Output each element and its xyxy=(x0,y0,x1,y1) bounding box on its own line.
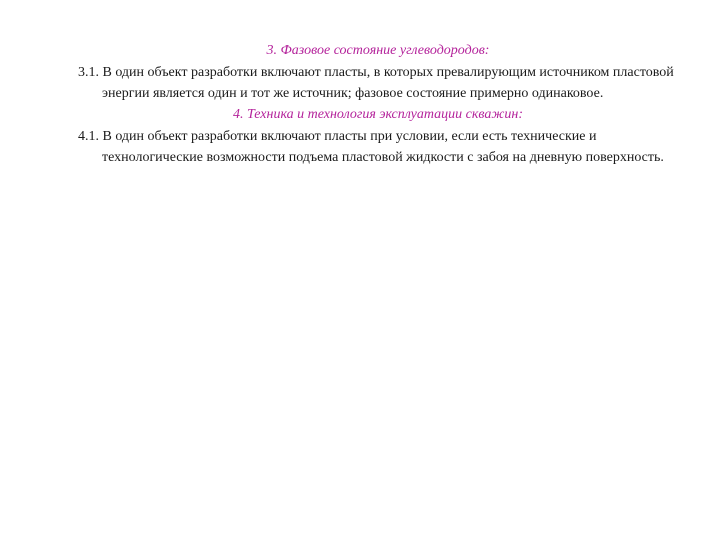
section-heading-well-operation: 4. Техника и технология эксплуатации скважин: xyxy=(232,107,524,122)
slide-content xyxy=(78,40,678,168)
paragraph-4-1: 4.1. В один объект разработки включают пласты при условии, если есть технические и технологические возможности подъема пластовой жидкости с забоя на дневную поверхность. xyxy=(78,129,664,165)
paragraph-3-1: 3.1. В один объект разработки включают пласты, в которых превалирующим источником пластовой энергии является один и тот же источник; фазовое состояние примерно одинаковое. xyxy=(78,65,674,101)
section-heading-phase-state: 3. Фазовое состояние углеводородов: xyxy=(266,43,490,58)
